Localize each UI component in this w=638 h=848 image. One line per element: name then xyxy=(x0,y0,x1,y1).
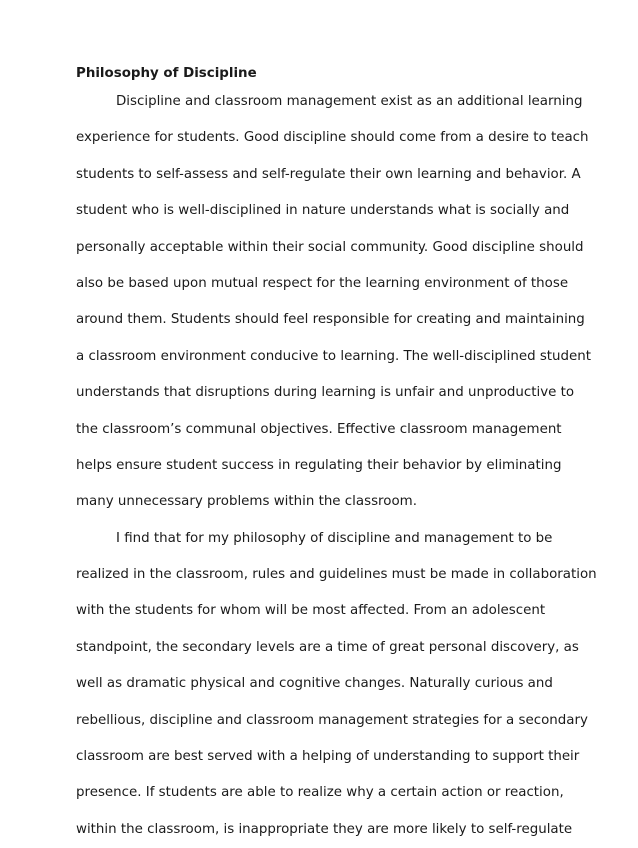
text-line: realized in the classroom, rules and guidelines must be made in collaboration xyxy=(76,567,597,583)
text-line: student who is well-disciplined in nature understands what is socially and xyxy=(76,203,570,219)
text-line: I find that for my philosophy of discipline and management to be xyxy=(116,530,553,546)
text-line: classroom are best served with a helping of understanding to support their xyxy=(76,749,580,765)
paragraph-1 xyxy=(76,84,592,521)
text-line: well as dramatic physical and cognitive changes. Naturally curious and xyxy=(76,676,553,692)
text-line: many unnecessary problems within the classroom. xyxy=(76,494,417,510)
text-line: presence. If students are able to realize why a certain action or reaction, xyxy=(76,785,564,801)
text-line: personally acceptable within their social community. Good discipline should xyxy=(76,239,584,255)
text-line: with the students for whom will be most affected. From an adolescent xyxy=(76,603,546,619)
text-line: within the classroom, is inappropriate they are more likely to self-regulate xyxy=(76,821,573,837)
text-line: understands that disruptions during learning is unfair and unproductive to xyxy=(76,385,575,401)
text-line: students to self-assess and self-regulate their own learning and behavior. A xyxy=(76,166,581,182)
document-body xyxy=(76,84,597,848)
text-line: a classroom environment conducive to learning. The well-disciplined student xyxy=(76,348,592,364)
text-line: the classroom’s communal objectives. Effective classroom management xyxy=(76,421,562,437)
text-line: around them. Students should feel responsible for creating and maintaining xyxy=(76,312,585,328)
text-line: experience for students. Good discipline should come from a desire to teach xyxy=(76,130,589,146)
text-line: standpoint, the secondary levels are a time of great personal discovery, as xyxy=(76,639,579,655)
text-line: rebellious, discipline and classroom management strategies for a secondary xyxy=(76,712,588,728)
document-title: Philosophy of Discipline xyxy=(76,66,257,81)
text-line: also be based upon mutual respect for the learning environment of those xyxy=(76,275,569,291)
text-line: Discipline and classroom management exist as an additional learning xyxy=(116,94,583,109)
text-line: helps ensure student success in regulating their behavior by eliminating xyxy=(76,457,562,473)
paragraph-2 xyxy=(76,521,597,848)
